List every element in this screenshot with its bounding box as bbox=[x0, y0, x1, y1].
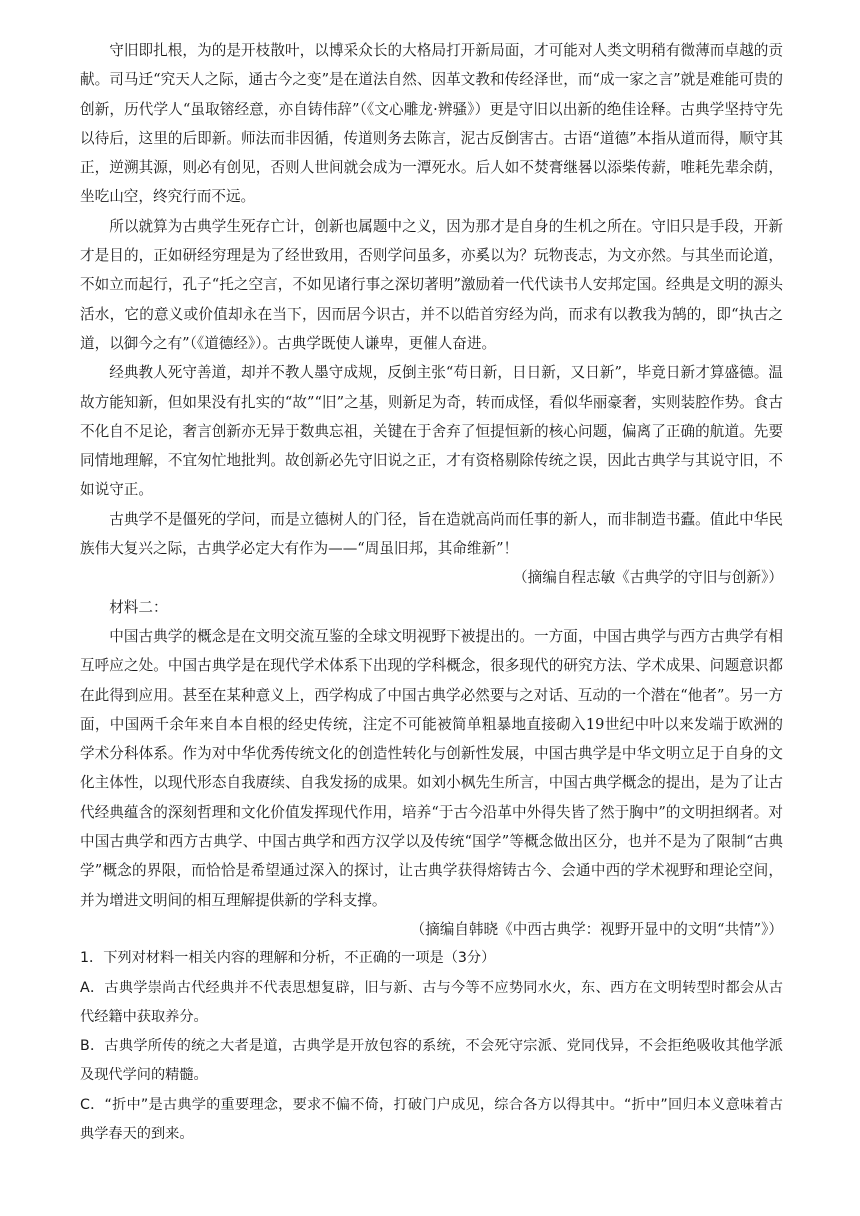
exam-page bbox=[80, 36, 783, 1149]
material-one-paragraph-1: 守旧即扎根，为的是开枝散叶，以博采众长的大格局打开新局面，才可能对人类文明稍有微薄而卓越的贡献。司马迁“究天人之际，通古今之变”是在道法自然、因革文教和传经泽世，而“成一家之言”就是难能可贵的创新，历代学人“虽取镕经意，亦自铸伟辞”（《文心雕龙·辨骚》）更是守旧以出新的绝佳诠释。古典学坚持守先以待后，这里的后即新。师法而非因循，传道则务去陈言，泥古反倒害古。古语“道德”本指从道而得，顺守其正，逆溯其源，则必有创见，否则人世间就会成为一潭死水。后人如不焚膏继晷以添柴传薪，唯耗先辈余荫，坐吃山空，终究行而不远。 bbox=[80, 42, 783, 206]
material-two-paragraph: 中国古典学的概念是在文明交流互鉴的全球文明视野下被提出的。一方面，中国古典学与西方古典学有相互呼应之处。中国古典学是在现代学术体系下出现的学科概念，很多现代的研究方法、学术成果、问题意识都在此得到应用。甚至在某种意义上，西学构成了中国古典学必然要与之对话、互动的一个潜在“他者”。另一方面，中国两千余年来自本自根的经史传统，注定不可能被简单粗暴地直接砌入19世纪中叶以来发端于欧洲的学术分科体系。作为对中华优秀传统文化的创造性转化与创新性发展，中国古典学是中华文明立足于自身的文化主体性，以现代形态自我赓续、自我发扬的成果。如刘小枫先生所言，中国古典学概念的提出，是为了让古代经典蕴含的深刻哲理和文化价值发挥现代作用，培养“于古今沿革中外得失皆了然于胸中”的文明担纲者。对中国古典学和西方古典学、中国古典学和西方汉学以及传统“国学”等概念做出区分，也并不是为了限制“古典学”概念的界限，而恰恰是希望通过深入的探讨，让古典学获得熔铸古今、会通中西的学术视野和理论空间，并为增进文明间的相互理解提供新的学科支撑。 bbox=[80, 627, 783, 909]
question-stem: 1．下列对材料一相关内容的理解和分析，不正确的一项是（3分） bbox=[80, 950, 496, 967]
material-two-source: （摘编自韩晓《中西古典学：视野开显中的文明“共情”》） bbox=[410, 920, 783, 938]
material-two bbox=[80, 593, 783, 945]
material-one-paragraph-3: 经典教人死守善道，却并不教人墨守成规，反倒主张“苟日新，日日新，又日新”，毕竟日新才算盛德。温故方能知新，但如果没有扎实的“故”“旧”之基，则新足为奇，转而成怪，看似华丽豪奢，实则装腔作势。食古不化自不足论，奢言创新亦无异于数典忘祖，关键在于舍弃了恒提恒新的核心问题，偏离了正确的航道。先要同情地理解，不宜匆忙地批判。故创新必先守旧说之正，才有资格剔除传统之误，因此古典学与其说守旧，不如说守正。 bbox=[80, 364, 783, 499]
material-one-paragraph-2: 所以就算为古典学生死存亡计，创新也属题中之义，因为那才是自身的生机之所在。守旧只是手段，开新才是目的，正如研经穷理是为了经世致用，否则学问虽多，亦奚以为？玩物丧志，为文亦然。与其坐而论道，不如立而起行，孔子“托之空言，不如见诸行事之深切著明”激励着一代代读书人安邦定国。经典是文明的源头活水，它的意义或价值却永在当下，因而居今识古，并不以皓首穷经为尚，而求有以教我为鹄的，即“执古之道，以御今之有”（《道德经》）。古典学既使人谦卑，更催人奋进。 bbox=[80, 217, 783, 352]
option-a: A．古典学崇尚古代经典并不代表思想复辟，旧与新、古与今等不应势同水火，东、西方在文明转型时都会从古代经籍中获取养分。 bbox=[80, 979, 783, 1025]
material-one-paragraph-4: 古典学不是僵死的学问，而是立德树人的门径，旨在造就高尚而任事的新人，而非制造书蠹。值此中华民族伟大复兴之际，古典学必定大有作为——“周虽旧邦，其命维新”！ bbox=[80, 510, 783, 558]
material-one bbox=[80, 36, 783, 593]
material-two-label: 材料二： bbox=[109, 598, 168, 616]
question-1 bbox=[80, 944, 783, 1149]
option-b: B．古典学所传的统之大者是道，古典学是开放包容的系统，不会死守宗派、党同伐异，不会拒绝吸收其他学派及现代学问的精髓。 bbox=[80, 1038, 783, 1084]
option-c: C．“折中”是古典学的重要理念，要求不偏不倚，打破门户成见，综合各方以得其中。“折中”回归本义意味着古典学春天的到来。 bbox=[80, 1096, 783, 1142]
material-one-source: （摘编自程志敏《古典学的守旧与创新》） bbox=[513, 569, 783, 587]
